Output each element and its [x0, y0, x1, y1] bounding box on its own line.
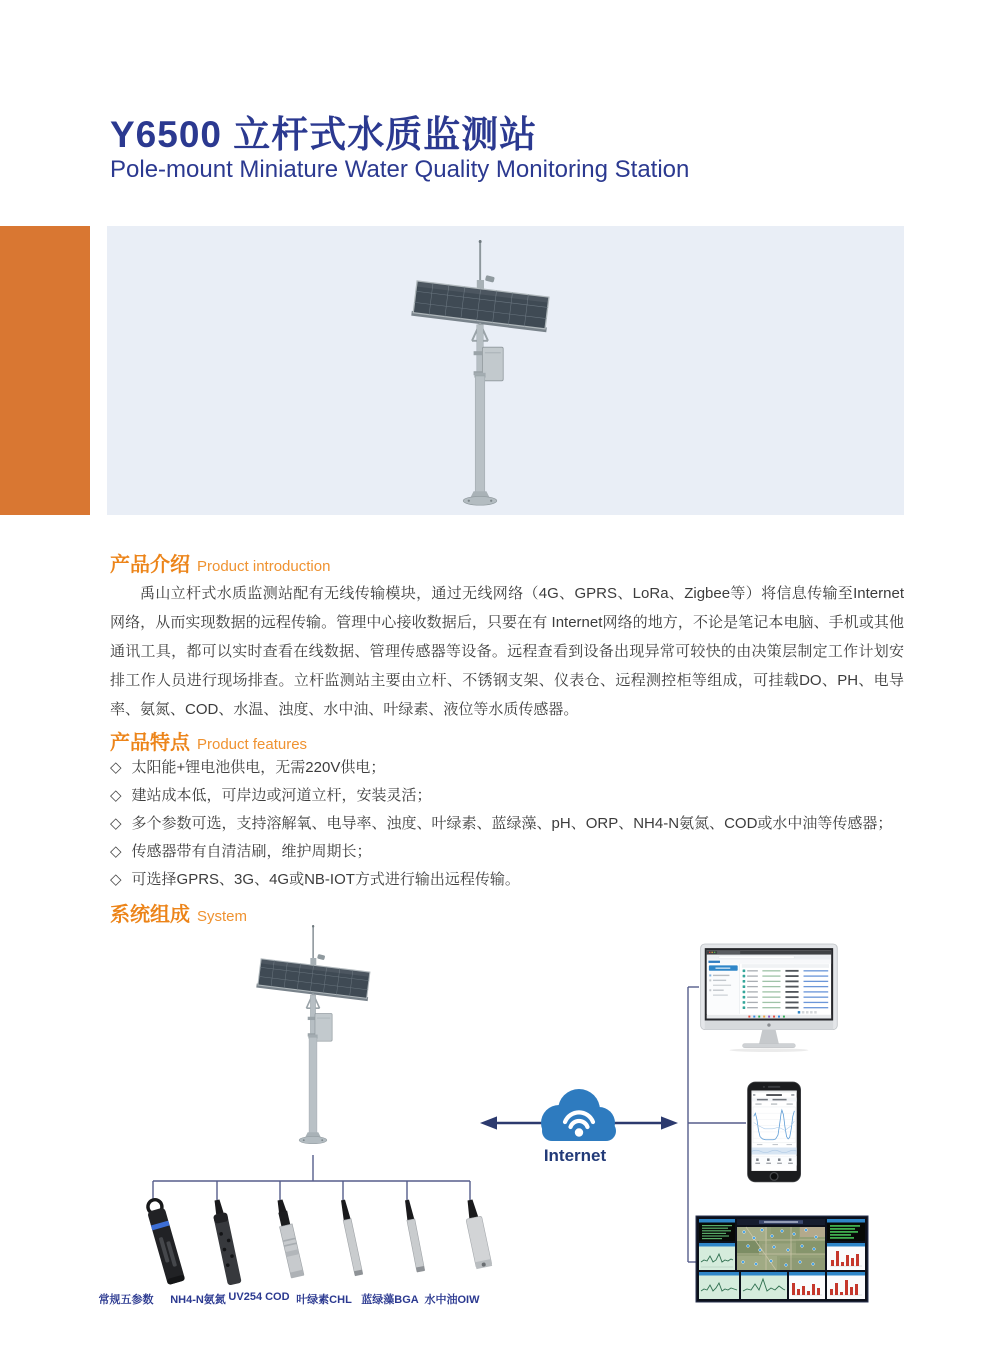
intro-paragraph: 禹山立杆式水质监测站配有无线传输模块，通过无线网络（4G、GPRS、LoRa、Zigbee等）将信息传输至Internet网络，从而实现数据的远程传输。管理中心接收数据后，只要在有 Internet网络的地方，不论是笔记本电脑、手机或其他通讯工具，都可以实时查看在线数据、管理传感器等设备。远程查看到设备出现异常可较快的由决策层制定工作计划安排工作人员进行现场排查。立杆监测站主要由立杆、不锈钢支架、仪表仓、远程测控柜等组成，可挂载DO、PH、电导率、氨氮、COD、水温、浊度、水中油、叶绿素、液位等水质传感器。	[110, 585, 904, 718]
diamond-bullet-icon: ◇	[110, 759, 122, 776]
sensor-label: 叶绿素CHL	[296, 1294, 352, 1306]
hero-panel	[107, 226, 904, 515]
features-heading-en: Product features	[197, 736, 308, 753]
video-wall	[696, 1216, 868, 1302]
pole-station-photo	[400, 240, 560, 512]
sensor-oil-in-water	[462, 1198, 492, 1269]
internet-label: Internet	[543, 1146, 607, 1165]
sensor-multiparameter	[144, 1198, 185, 1286]
pole-station-small	[256, 925, 371, 1144]
sensor-label: 蓝绿藻BGA	[361, 1294, 419, 1306]
smartphone	[748, 1082, 801, 1182]
accent-bar	[0, 226, 90, 515]
sensor-chlorophyll	[339, 1199, 363, 1276]
feature-text: 多个参数可选，支持溶解氧、电导率、浊度、叶绿素、蓝绿藻、pH、ORP、NH4-N氨氮、COD或水中油等传感器；	[131, 815, 893, 832]
sensor-label: 水中油OIW	[424, 1294, 480, 1306]
intro-heading-cn: 产品介绍	[110, 554, 190, 576]
features-list	[110, 754, 910, 894]
feature-item	[110, 866, 910, 894]
sensor-uv254-cod	[274, 1199, 304, 1279]
connector-lines	[153, 987, 746, 1262]
page-subtitle: Pole-mount Miniature Water Quality Monitoring Station	[110, 156, 690, 183]
section-heading-intro	[110, 548, 330, 577]
feature-text: 建站成本低，可岸边或河道立杆，安装灵活；	[131, 787, 432, 804]
sensor-nh4n	[210, 1199, 242, 1286]
intro-heading-en: Product introduction	[197, 558, 331, 575]
diamond-bullet-icon: ◇	[110, 871, 122, 888]
system-diagram	[0, 905, 1000, 1325]
feature-text: 可选择GPRS、3G、4G或NB-IOT方式进行输出远程传输。	[131, 871, 520, 888]
feature-item	[110, 838, 910, 866]
feature-item	[110, 782, 910, 810]
feature-text: 传感器带有自清洁刷，维护周期长；	[131, 843, 372, 860]
system-heading-en: System	[197, 908, 248, 925]
diamond-bullet-icon: ◇	[110, 843, 122, 860]
feature-text: 太阳能+锂电池供电，无需220V供电；	[131, 759, 386, 776]
sensor-label: 常规五参数	[98, 1294, 154, 1306]
desktop-monitor	[701, 944, 838, 1052]
feature-item	[110, 810, 910, 838]
section-heading-features	[110, 726, 307, 755]
features-heading-cn: 产品特点	[110, 732, 190, 754]
diamond-bullet-icon: ◇	[110, 815, 122, 832]
page-title: Y6500 立杆式水质监测站	[110, 114, 538, 155]
system-heading-cn: 系统组成	[110, 904, 190, 926]
internet-cloud-icon	[541, 1089, 616, 1141]
sensor-label: NH4-N氨氮	[170, 1294, 226, 1306]
sensor-label: UV254 COD	[228, 1291, 290, 1303]
sensor-bga	[403, 1199, 425, 1272]
diamond-bullet-icon: ◇	[110, 787, 122, 804]
feature-item	[110, 754, 910, 782]
